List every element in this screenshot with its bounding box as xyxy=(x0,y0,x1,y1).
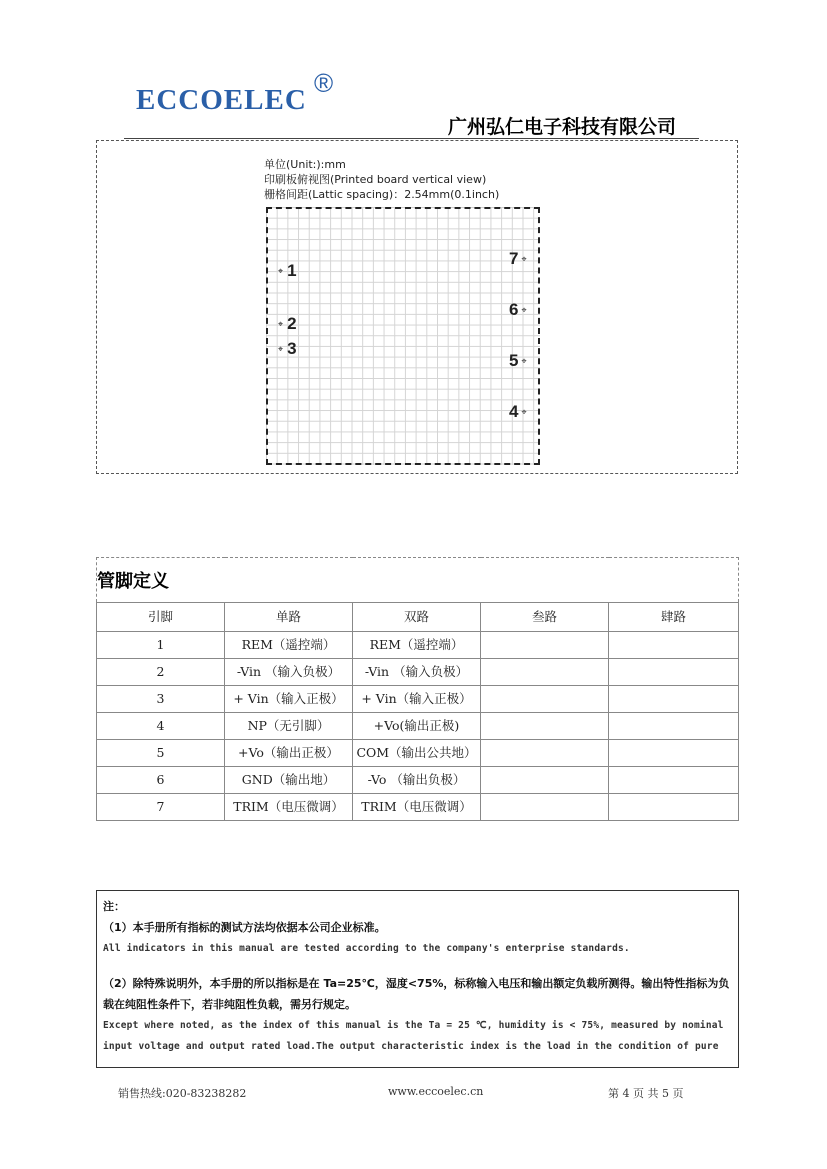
pin-6-marker xyxy=(509,300,527,320)
table-cell xyxy=(481,659,609,686)
table-cell: -Vin （输入负极） xyxy=(225,659,353,686)
pin-7-marker xyxy=(509,249,527,269)
column-header: 肆路 xyxy=(609,603,739,632)
table-cell xyxy=(609,713,739,740)
table-row xyxy=(97,632,739,659)
pin-hole-icon: ⌖ xyxy=(278,265,284,276)
table-cell xyxy=(609,686,739,713)
table-cell xyxy=(481,686,609,713)
pin-hole-icon: ⌖ xyxy=(521,406,527,417)
table-cell: NP（无引脚） xyxy=(225,713,353,740)
table-cell: 7 xyxy=(97,794,225,821)
notes-box xyxy=(96,890,739,1068)
table-cell: +Vo（输出正极） xyxy=(225,740,353,767)
module-outline xyxy=(266,207,540,465)
pin-number: 4 xyxy=(509,402,519,421)
company-logo: ECCOELEC xyxy=(136,84,307,116)
unit-label: 单位(Unit:):mm xyxy=(264,158,346,171)
table-cell: COM（输出公共地） xyxy=(353,740,481,767)
table-cell xyxy=(481,713,609,740)
table-row xyxy=(97,740,739,767)
pin-hole-icon: ⌖ xyxy=(521,355,527,366)
column-header: 双路 xyxy=(353,603,481,632)
table-cell: 1 xyxy=(97,632,225,659)
table-cell xyxy=(609,767,739,794)
pin-table-title: 管脚定义 xyxy=(97,558,739,603)
table-cell: TRIM（电压微调） xyxy=(225,794,353,821)
pin-number: 5 xyxy=(509,351,519,370)
pin-number: 1 xyxy=(287,261,297,280)
table-cell: +Vo(输出正极) xyxy=(353,713,481,740)
table-row xyxy=(97,794,739,821)
table-row xyxy=(97,686,739,713)
note-1-english: All indicators in this manual are tested according to the company's enterprise standards. xyxy=(103,943,630,954)
note-2-chinese: （2）除特殊说明外，本手册的所以指标是在 Ta=25℃，湿度<75%，标称输入电压和输出额定负载所测得。输出特性指标为负载在纯阻性条件下，若非纯阻性负载，需另行规定。 xyxy=(103,977,730,1011)
notes-heading: 注： xyxy=(103,900,125,913)
table-cell: 4 xyxy=(97,713,225,740)
table-cell: 2 xyxy=(97,659,225,686)
pin-hole-icon: ⌖ xyxy=(521,304,527,315)
table-cell xyxy=(481,740,609,767)
table-cell: REM（遥控端） xyxy=(225,632,353,659)
column-header: 引脚 xyxy=(97,603,225,632)
pin-number: 2 xyxy=(287,314,297,333)
column-header: 叁路 xyxy=(481,603,609,632)
pin-hole-icon: ⌖ xyxy=(521,253,527,264)
pin-number: 6 xyxy=(509,300,519,319)
table-cell xyxy=(481,794,609,821)
note-2-english: Except where noted, as the index of this manual is the Ta = 25 ℃, humidity is < 75%, measured by nominal input voltage and output rated load.The output characteristic index is the load in the condition of pure xyxy=(103,1020,724,1052)
column-header: 单路 xyxy=(225,603,353,632)
registered-mark: ® xyxy=(314,68,334,98)
pin-hole-icon: ⌖ xyxy=(278,343,284,354)
table-header-row xyxy=(97,603,739,632)
pin-3-marker xyxy=(278,339,297,359)
table-row xyxy=(97,659,739,686)
pin-number: 7 xyxy=(509,249,519,268)
note-spacer xyxy=(103,959,734,973)
pin-2-marker xyxy=(278,314,297,334)
pin-4-marker xyxy=(509,402,527,422)
note-1-chinese: （1）本手册所有指标的测试方法均依据本公司企业标准。 xyxy=(103,921,386,934)
pin-1-marker xyxy=(278,261,297,281)
website-link[interactable]: www.eccoelec.cn xyxy=(388,1085,484,1098)
table-cell: TRIM（电压微调） xyxy=(353,794,481,821)
pin-5-marker xyxy=(509,351,527,371)
table-cell: + Vin（输入正极） xyxy=(225,686,353,713)
table-cell: + Vin（输入正极） xyxy=(353,686,481,713)
table-row xyxy=(97,767,739,794)
pin-number: 3 xyxy=(287,339,297,358)
table-cell: 5 xyxy=(97,740,225,767)
grid-spacing-label: 栅格间距(Lattic spacing)：2.54mm(0.1inch) xyxy=(264,188,500,201)
header-divider xyxy=(124,138,699,139)
table-cell xyxy=(609,740,739,767)
table-cell xyxy=(481,767,609,794)
table-cell xyxy=(609,659,739,686)
table-cell xyxy=(609,632,739,659)
table-cell: REM（遥控端） xyxy=(353,632,481,659)
table-cell xyxy=(481,632,609,659)
table-cell: 6 xyxy=(97,767,225,794)
table-cell: GND（输出地） xyxy=(225,767,353,794)
table-row xyxy=(97,713,739,740)
view-label: 印刷板俯视图(Printed board vertical view) xyxy=(264,173,487,186)
table-cell: -Vo （输出负极） xyxy=(353,767,481,794)
pin-definition-table xyxy=(96,557,739,821)
page-number: 第 4 页 共 5 页 xyxy=(608,1087,684,1100)
company-name: 广州弘仁电子科技有限公司 xyxy=(448,116,677,138)
table-cell xyxy=(609,794,739,821)
table-cell: -Vin （输入负极） xyxy=(353,659,481,686)
pin-hole-icon: ⌖ xyxy=(278,318,284,329)
table-cell: 3 xyxy=(97,686,225,713)
sales-hotline: 销售热线:020-83238282 xyxy=(118,1087,247,1100)
